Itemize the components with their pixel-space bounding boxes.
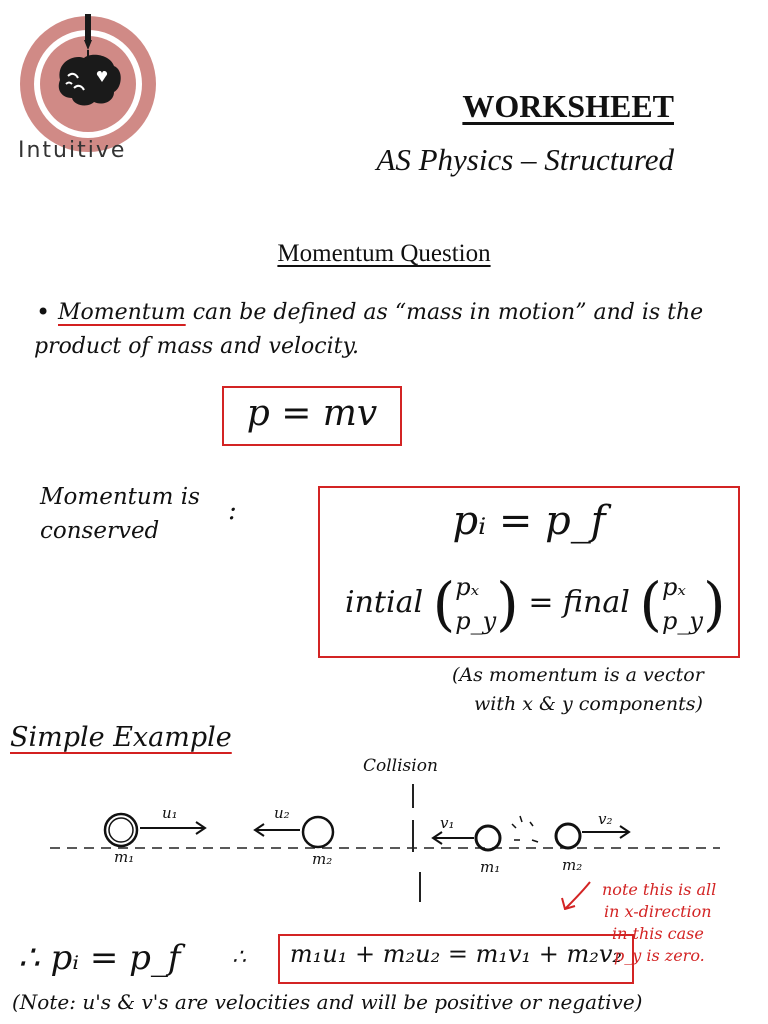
label-m2-after: m₂: [562, 856, 583, 874]
brain-pen-logo-icon: [18, 14, 158, 154]
conservation-label-line-2: conserved: [40, 518, 160, 544]
label-v2: v₂: [598, 810, 613, 828]
final-py: p_y: [662, 607, 703, 635]
worksheet-title: WORKSHEET: [462, 88, 674, 124]
definition-keyword: Momentum: [58, 300, 186, 325]
left-paren-icon: (: [432, 570, 456, 638]
ball-m1-before: [109, 818, 133, 842]
component-equation: [345, 570, 740, 638]
footer-note: (Note: u's & v's are velocities and will be positive or negative): [12, 990, 643, 1014]
ball-m1-before: [105, 814, 137, 846]
bullet-marker: •: [36, 298, 51, 326]
vector-note-line-2: with x & y components): [474, 693, 703, 715]
label-m1-before: m₁: [114, 848, 135, 866]
collision-label: Collision: [363, 756, 438, 776]
worksheet-subtitle: AS Physics – Structured: [376, 142, 674, 177]
momentum-formula: p = mv: [246, 393, 378, 434]
label-u2: u₂: [274, 804, 290, 822]
right-paren-icon: ): [496, 570, 519, 638]
impact-mark: [532, 840, 538, 842]
left-paren-icon: (: [639, 570, 663, 638]
conservation-equation: pᵢ = p_f: [452, 498, 606, 544]
definition-line-2: product of mass and velocity.: [34, 334, 359, 359]
brand-name: Intuitive: [18, 138, 127, 163]
section-title: Momentum Question: [277, 240, 491, 267]
definition-line-1: [58, 300, 703, 325]
initial-px: pₓ: [455, 573, 480, 601]
red-note-line-4: p_y is zero.: [614, 946, 705, 965]
red-note-line-1: note this is all: [602, 880, 717, 899]
label-u1: u₁: [162, 804, 178, 822]
label-m1-after: m₁: [480, 858, 501, 876]
right-paren-icon: ): [702, 570, 726, 638]
ball-m2-after: [556, 824, 580, 848]
example-heading: Simple Example: [10, 722, 232, 753]
ball-m1-after: [476, 826, 500, 850]
final-px: pₓ: [662, 573, 686, 601]
definition-line-1-rest: can be defined as “mass in motion” and is the: [185, 300, 704, 325]
momentum-equation: m₁u₁ + m₂u₂ = m₁v₁ + m₂v₂: [289, 940, 623, 968]
impact-mark: [520, 816, 522, 822]
example-conservation-equation: ∴ pᵢ = p_f: [18, 938, 181, 978]
initial-py: p_y: [455, 607, 497, 635]
impact-mark: [512, 824, 516, 828]
conservation-label-line-1: Momentum is: [40, 484, 200, 510]
final-label: = final: [528, 585, 630, 620]
impact-mark: [530, 822, 533, 826]
note-arrow: [566, 882, 590, 908]
initial-label: intial: [345, 585, 424, 620]
label-m2-before: m₂: [312, 850, 333, 868]
label-v1: v₁: [440, 814, 455, 832]
ball-m2-before: [303, 817, 333, 847]
therefore-symbol: ∴: [232, 945, 246, 970]
conservation-colon: :: [228, 496, 237, 526]
red-note-line-3: in this case: [612, 924, 704, 943]
red-note-line-2: in x-direction: [604, 902, 712, 921]
vector-note-line-1: (As momentum is a vector: [452, 664, 704, 686]
